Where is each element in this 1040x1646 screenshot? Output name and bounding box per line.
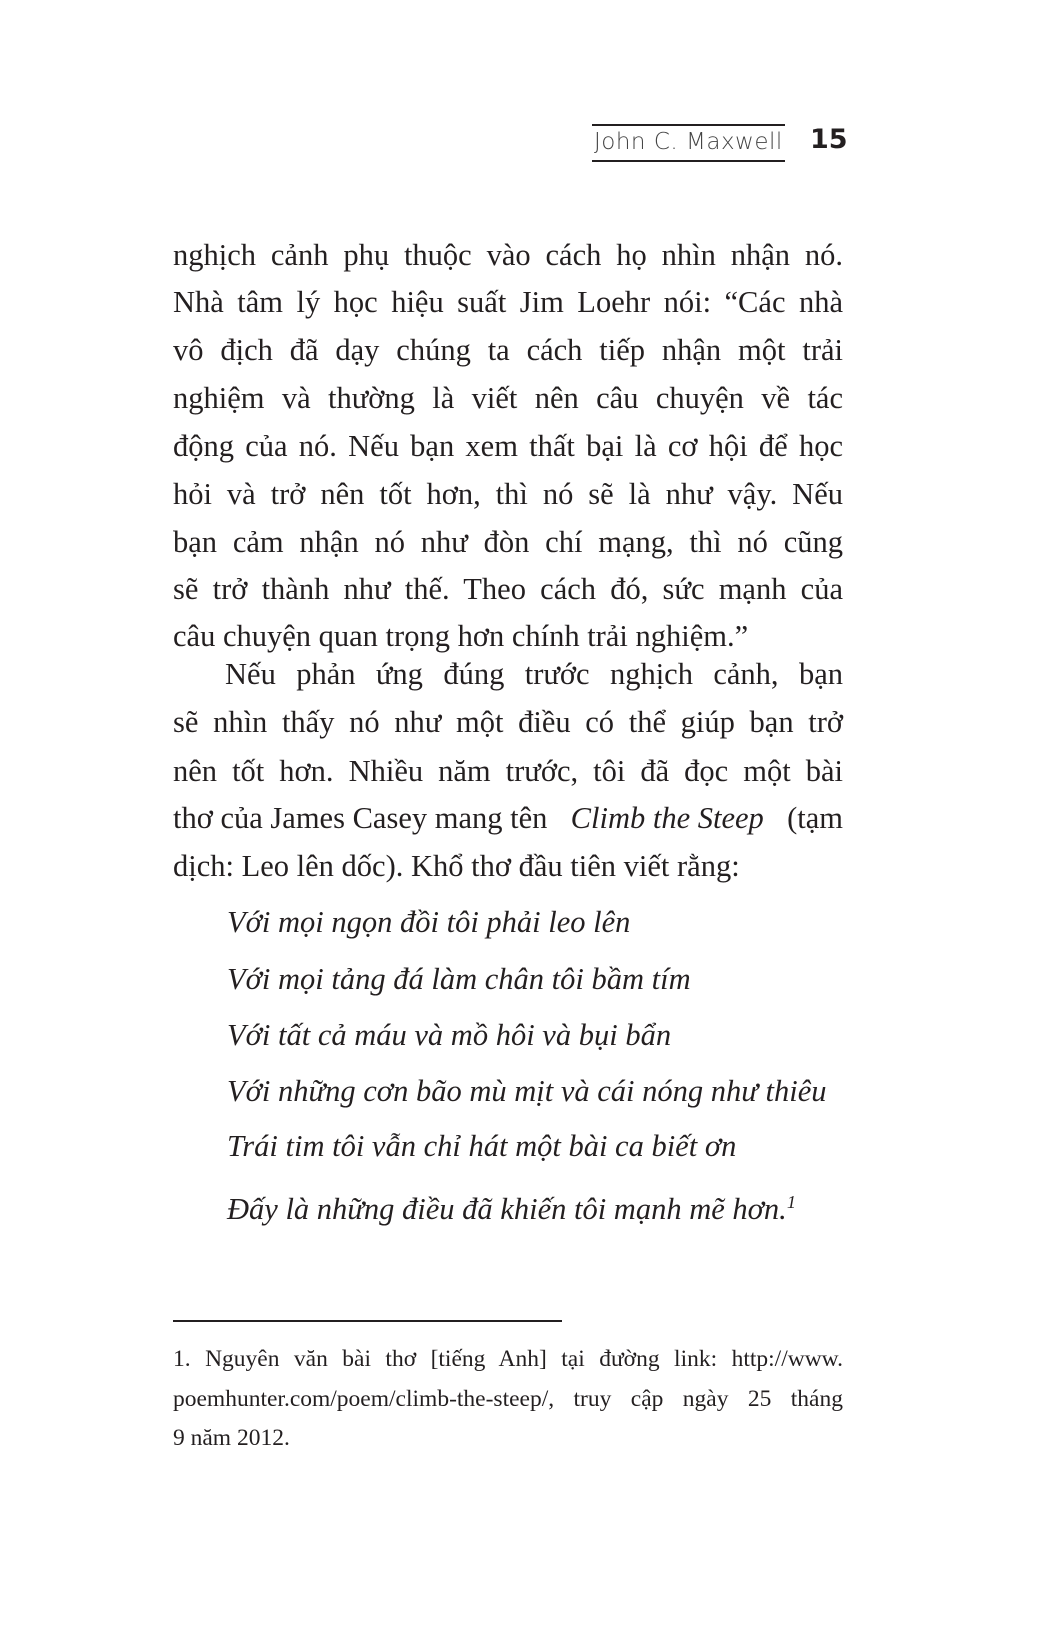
poem-line: Với những cơn bão mù mịt và cái nóng như thiêu xyxy=(227,1074,827,1108)
text: (tạm xyxy=(779,801,843,835)
body-line: bạn cảm nhận nó như đòn chí mạng, thì nó cũng xyxy=(173,525,843,559)
text: Đấy là những điều đã khiến tôi mạnh mẽ hơn. xyxy=(227,1192,787,1227)
body-line: Nếu phản ứng đúng trước nghịch cảnh, bạn xyxy=(225,657,843,691)
body-line: hỏi và trở nên tốt hơn, thì nó sẽ là như vậy. Nếu xyxy=(173,477,843,511)
page-number: 15 xyxy=(810,124,848,155)
footnote-divider xyxy=(173,1320,562,1322)
body-line: nên tốt hơn. Nhiều năm trước, tôi đã đọc một bài xyxy=(173,754,843,788)
poem-line: Với mọi ngọn đồi tôi phải leo lên xyxy=(227,905,631,939)
footnote-line: 9 năm 2012. xyxy=(173,1425,290,1451)
poem-line: Với mọi tảng đá làm chân tôi bầm tím xyxy=(227,962,691,996)
body-line: câu chuyện quan trọng hơn chính trải nghiệm.” xyxy=(173,619,749,653)
footnote-marker: 1 xyxy=(786,1192,796,1212)
poem-line: Trái tim tôi vẫn chỉ hát một bài ca biết ơn xyxy=(227,1129,737,1163)
body-line xyxy=(173,798,843,838)
footnote-line: 1. Nguyên văn bài thơ [tiếng Anh] tại đường link: http://www. xyxy=(173,1346,843,1372)
poem-title: Climb the Steep xyxy=(570,801,764,835)
body-line: vô địch đã dạy chúng ta cách tiếp nhận một trải xyxy=(173,333,843,367)
body-line: sẽ trở thành như thế. Theo cách đó, sức mạnh của xyxy=(173,572,843,606)
body-line: dịch: Leo lên dốc). Khổ thơ đầu tiên viết rằng: xyxy=(173,849,740,883)
poem-line xyxy=(227,1182,796,1229)
footnote-line: poemhunter.com/poem/climb-the-steep/, truy cập ngày 25 tháng xyxy=(173,1386,843,1412)
body-line: Nhà tâm lý học hiệu suất Jim Loehr nói: “Các nhà xyxy=(173,285,843,319)
text: thơ của James Casey mang tên xyxy=(173,801,556,835)
body-line: nghịch cảnh phụ thuộc vào cách họ nhìn nhận nó. xyxy=(173,238,843,272)
poem-line: Với tất cả máu và mồ hôi và bụi bẩn xyxy=(227,1018,672,1052)
body-line: động của nó. Nếu bạn xem thất bại là cơ hội để học xyxy=(173,429,843,463)
body-line: nghiệm và thường là viết nên câu chuyện về tác xyxy=(173,381,843,415)
body-line: sẽ nhìn thấy nó như một điều có thể giúp bạn trở xyxy=(173,705,843,739)
running-header-author: John C. Maxwell xyxy=(592,124,785,162)
